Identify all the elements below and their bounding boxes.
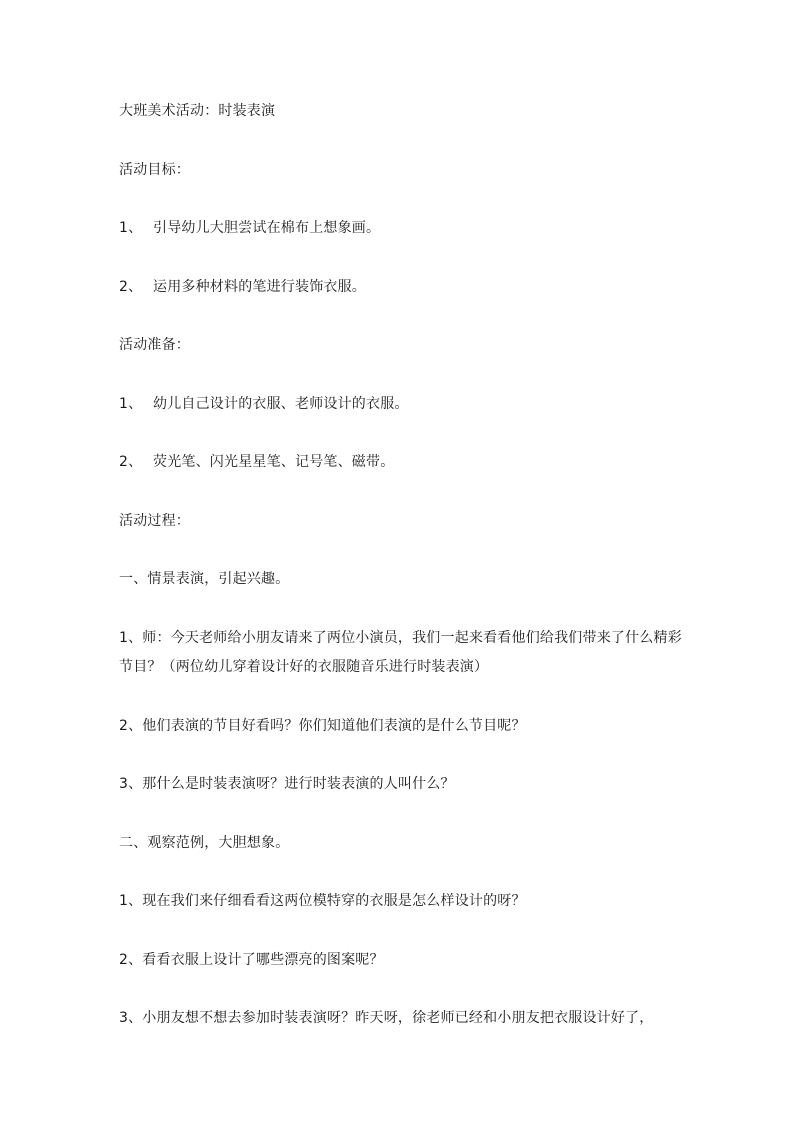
section-1-item-3: 3、那什么是时装表演呀？进行时装表演的人叫什么？ bbox=[119, 776, 455, 792]
section-1-heading: 一、情景表演，引起兴趣。 bbox=[119, 571, 290, 587]
goals-item-2-number: 2、 bbox=[119, 279, 143, 295]
goals-item-1 bbox=[119, 218, 380, 238]
preparation-item-1-text: 幼儿自己设计的衣服、老师设计的衣服。 bbox=[153, 396, 409, 412]
goals-item-1-number: 1、 bbox=[119, 220, 143, 236]
section-2-heading: 二、观察范例，大胆想象。 bbox=[119, 835, 290, 851]
goals-item-1-text: 引导幼儿大胆尝试在棉布上想象画。 bbox=[153, 220, 381, 236]
preparation-item-2 bbox=[119, 452, 394, 472]
document-title: 大班美术活动：时装表演 bbox=[119, 103, 276, 119]
section-2-item-1: 1、现在我们来仔细看看这两位模特穿的衣服是怎么样设计的呀？ bbox=[119, 893, 526, 909]
process-heading: 活动过程： bbox=[119, 513, 190, 529]
preparation-item-2-text: 荧光笔、闪光星星笔、记号笔、磁带。 bbox=[153, 454, 395, 470]
section-2-item-2: 2、看看衣服上设计了哪些漂亮的图案呢？ bbox=[119, 952, 384, 968]
section-1-item-1-line-1: 1、师：今天老师给小朋友请来了两位小演员，我们一起来看看他们给我们带来了什么精彩 bbox=[119, 630, 682, 646]
goals-item-2 bbox=[119, 277, 366, 297]
preparation-item-1-number: 1、 bbox=[119, 396, 143, 412]
section-1-item-1-line-2: 节目？（两位幼儿穿着设计好的衣服随音乐进行时装表演） bbox=[119, 659, 489, 675]
goals-item-2-text: 运用多种材料的笔进行装饰衣服。 bbox=[153, 279, 366, 295]
preparation-heading: 活动准备： bbox=[119, 337, 190, 353]
section-2-item-3: 3、小朋友想不想去参加时装表演呀？昨天呀，徐老师已经和小朋友把衣服设计好了， bbox=[119, 1010, 654, 1026]
preparation-item-2-number: 2、 bbox=[119, 454, 143, 470]
preparation-item-1 bbox=[119, 394, 409, 414]
section-1-item-2: 2、他们表演的节目好看吗？你们知道他们表演的是什么节目呢？ bbox=[119, 718, 526, 734]
goals-heading: 活动目标： bbox=[119, 162, 190, 178]
